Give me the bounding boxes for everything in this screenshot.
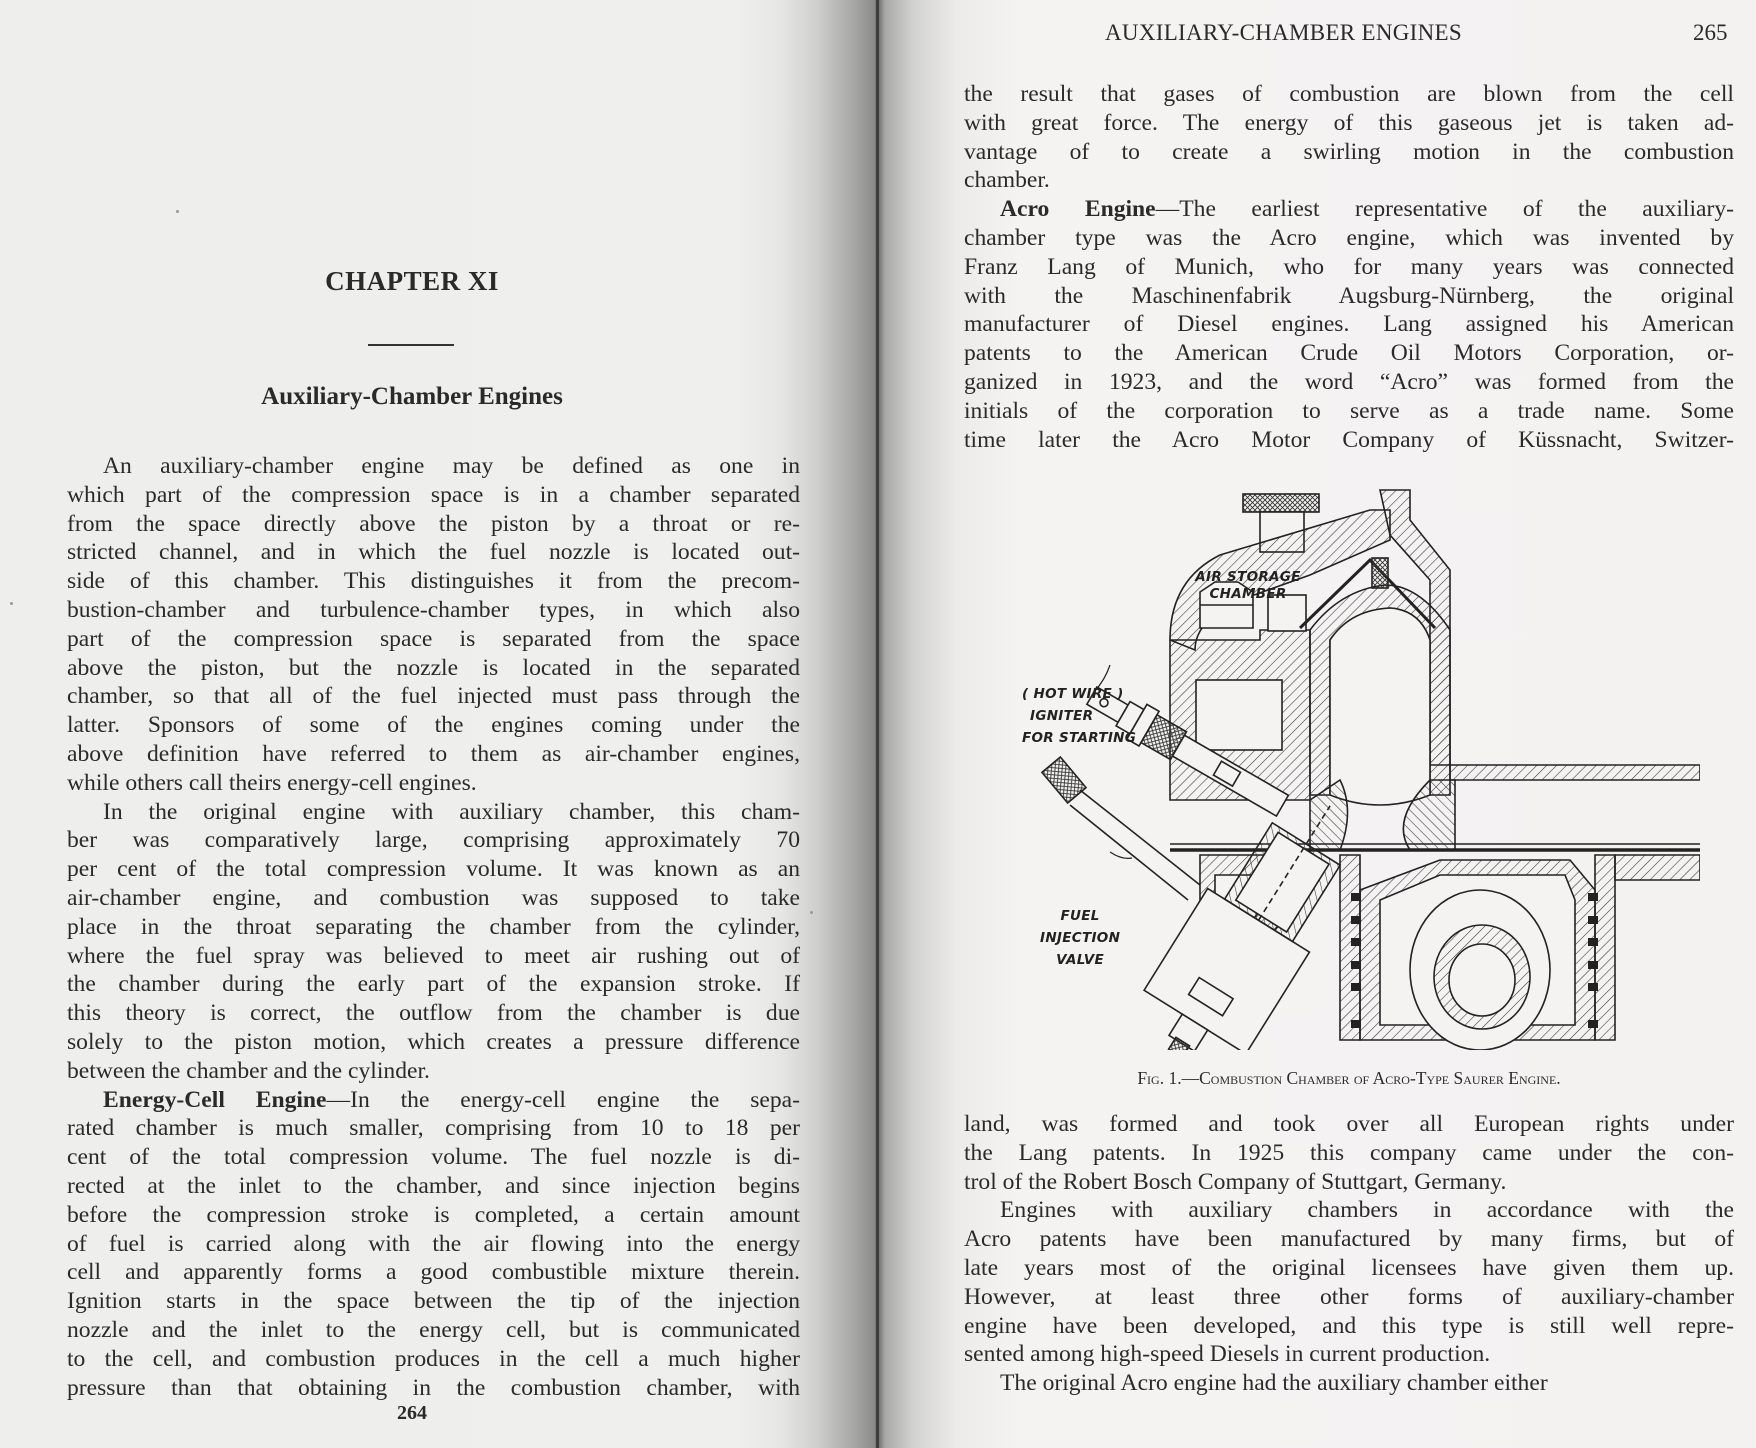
line-text: above the piston, but the nozzle is located in the separated [67, 654, 800, 681]
text-line [67, 1230, 800, 1259]
text-line [67, 1143, 800, 1172]
line-text: from the space directly above the piston by a throat or re- [67, 510, 800, 537]
line-text: nozzle and the inlet to the energy cell, but is communicated [67, 1316, 800, 1343]
text-line [964, 1283, 1734, 1312]
text-line [67, 1374, 800, 1403]
fuel-valve-label [1040, 905, 1120, 971]
caption-prefix: Fig. 1.— [1137, 1068, 1200, 1088]
text-line [67, 769, 800, 798]
line-text: the Lang patents. In 1925 this company came under the con- [964, 1139, 1734, 1166]
figure-caption [964, 1068, 1734, 1089]
line-text: latter. Sponsors of some of the engines coming under the [67, 712, 800, 739]
text-line [964, 282, 1734, 311]
line-text: air-chamber engine, and combustion was supposed to take [67, 884, 800, 911]
chapter-title: Auxiliary-Chamber Engines [261, 383, 563, 410]
text-line [964, 368, 1734, 397]
paper-speck [10, 602, 13, 605]
text-line [67, 452, 800, 481]
text-line [67, 1172, 800, 1201]
line-text: this theory is correct, the outflow from the chamber is due [67, 1000, 800, 1027]
igniter-label-line2: IGNITER [1030, 708, 1094, 724]
text-line [67, 1028, 800, 1057]
line-text: before the compression stroke is completed, a certain amount [67, 1201, 800, 1228]
book-spine [876, 0, 879, 1448]
line-text: engine have been developed, and this type is still well repre- [964, 1312, 1734, 1339]
text-line [67, 1316, 800, 1345]
text-line [67, 798, 800, 827]
text-line [67, 1287, 800, 1316]
line-text: stricted channel, and in which the fuel nozzle is located out- [67, 539, 800, 566]
line-text: with the Maschinenfabrik Augsburg-Nürnberg, the original [964, 282, 1734, 309]
text-line [964, 397, 1734, 426]
line-text: bustion-chamber and turbulence-chamber types, in which also [67, 596, 800, 623]
line-text: —In the energy-cell engine the sepa- [326, 1086, 801, 1113]
text-line [67, 510, 800, 539]
line-text: part of the compression space is separated from the space [67, 625, 800, 652]
text-line [964, 166, 1734, 195]
line-text: the chamber during the early part of the expansion stroke. If [67, 971, 800, 998]
igniter-label-line3: FOR STARTING [1022, 730, 1137, 746]
text-line [67, 970, 800, 999]
text-line [67, 1057, 800, 1086]
line-text: cell and apparently forms a good combustible mixture therein. [67, 1259, 800, 1286]
line-text: land, was formed and took over all European rights under [964, 1111, 1734, 1137]
right-body-text-bottom [964, 1110, 1734, 1398]
text-line [964, 138, 1734, 167]
line-text: ganized in 1923, and the word “Acro” was formed from the [964, 368, 1734, 395]
air-storage-label-line2: CHAMBER [1209, 586, 1287, 602]
line-text: manufacturer of Diesel engines. Lang assigned his American [964, 311, 1734, 338]
run-in-heading: Acro Engine [1000, 196, 1156, 223]
text-line [67, 1258, 800, 1287]
line-text: rected at the inlet to the chamber, and since injection begins [67, 1172, 800, 1199]
line-text: while others call theirs energy-cell engines. [67, 769, 477, 796]
line-text: late years most of the original licensees have given them up. [964, 1254, 1734, 1281]
line-text: Franz Lang of Munich, who for many years was connected [964, 253, 1734, 280]
line-text: pressure than that obtaining in the combustion chamber, with [67, 1374, 800, 1401]
text-line [964, 339, 1734, 368]
text-line [964, 1340, 1734, 1369]
text-line [964, 80, 1734, 109]
chapter-rule [368, 344, 454, 346]
line-text: In the original engine with auxiliary chamber, this cham- [103, 798, 800, 825]
line-text: Acro patents have been manufactured by many firms, but of [964, 1226, 1734, 1253]
line-text: Engines with auxiliary chambers in accordance with the [1000, 1197, 1734, 1224]
text-line [964, 1225, 1734, 1254]
right-body-text-top [964, 80, 1734, 454]
knurled-cap [1243, 494, 1319, 512]
text-line [67, 740, 800, 769]
line-text: solely to the piston motion, which creates a pressure difference [67, 1028, 800, 1055]
line-text: However, at least three other forms of auxiliary-chamber [964, 1283, 1734, 1310]
line-text: cent of the total compression volume. The fuel nozzle is di- [67, 1144, 800, 1171]
text-line [67, 711, 800, 740]
text-line [67, 567, 800, 596]
text-line [67, 913, 800, 942]
air-storage-chamber-label [1188, 569, 1308, 603]
text-line [964, 1196, 1734, 1225]
text-line [964, 195, 1734, 224]
text-line [964, 1312, 1734, 1341]
line-text: trol of the Robert Bosch Company of Stuttgart, Germany. [964, 1168, 1507, 1195]
line-text: side of this chamber. This distinguishes it from the precom- [67, 568, 800, 595]
line-text: —The earliest representative of the auxiliary- [1155, 196, 1735, 223]
text-line [67, 654, 800, 683]
page-number-right: 265 [1693, 20, 1728, 45]
fuel-valve-label-line1: FUEL [1060, 908, 1100, 924]
text-line [67, 625, 800, 654]
line-text: ber was comparatively large, comprising approximately 70 [67, 827, 800, 854]
line-text: rated chamber is much smaller, comprising from 10 to 18 per [67, 1115, 800, 1142]
line-text: The original Acro engine had the auxiliary chamber either [1000, 1370, 1548, 1397]
text-line [67, 999, 800, 1028]
caption-text: Combustion Chamber of Acro-Type Saurer Engine. [1199, 1068, 1561, 1088]
text-line [67, 1201, 800, 1230]
paper-speck [810, 911, 813, 914]
running-head: AUXILIARY-CHAMBER ENGINES [1105, 20, 1462, 45]
line-text: place in the throat separating the chamber from the cylinder, [67, 913, 800, 940]
line-text: Ignition starts in the space between the tip of the injection [67, 1288, 800, 1315]
igniter-label-line1: ( HOT WIRE ) [1022, 686, 1124, 702]
line-text: the result that gases of combustion are blown from the cell [964, 81, 1734, 107]
run-in-heading: Energy-Cell Engine [103, 1086, 327, 1113]
line-text: An auxiliary-chamber engine may be defined as one in [103, 453, 800, 479]
igniter-label [1022, 683, 1136, 749]
line-text: above definition have referred to them as air-chamber engines, [67, 740, 800, 767]
line-text: chamber type was the Acro engine, which was invented by [964, 224, 1734, 251]
line-text: between the chamber and the cylinder. [67, 1057, 430, 1084]
line-text: where the fuel spray was believed to meet air rushing out of [67, 942, 800, 969]
line-text: sented among high-speed Diesels in current production. [964, 1341, 1491, 1368]
fuel-valve-label-line3: VALVE [1056, 952, 1105, 968]
text-line [964, 109, 1734, 138]
line-text: patents to the American Crude Oil Motors Corporation, or- [964, 340, 1734, 367]
line-text: of fuel is carried along with the air flowing into the energy [67, 1230, 800, 1257]
text-line [964, 224, 1734, 253]
text-line [964, 1139, 1734, 1168]
fuel-valve-label-line2: INJECTION [1040, 930, 1121, 946]
text-line [67, 1345, 800, 1374]
page-number-left: 264 [397, 1402, 427, 1424]
text-line [964, 1168, 1734, 1197]
line-text: per cent of the total compression volume. It was known as an [67, 856, 800, 883]
line-text: initials of the corporation to serve as a trade name. Some [964, 397, 1734, 424]
line-text: which part of the compression space is in a chamber separated [67, 481, 800, 508]
line-text: with great force. The energy of this gaseous jet is taken ad- [964, 109, 1734, 136]
text-line [67, 682, 800, 711]
line-text: vantage of to create a swirling motion in the combustion [964, 138, 1734, 165]
line-text: time later the Acro Motor Company of Küssnacht, Switzer- [964, 426, 1734, 453]
text-line [67, 1086, 800, 1115]
text-line [964, 1254, 1734, 1283]
text-line [67, 826, 800, 855]
text-line [964, 1110, 1734, 1139]
text-line [67, 538, 800, 567]
paper-speck [176, 210, 179, 213]
text-line [67, 942, 800, 971]
line-text: to the cell, and combustion produces in the cell a much higher [67, 1345, 800, 1372]
text-line [67, 1114, 800, 1143]
text-line [964, 310, 1734, 339]
text-line [67, 855, 800, 884]
chapter-label: CHAPTER XI [325, 266, 499, 296]
text-line [964, 1369, 1734, 1398]
text-line [964, 426, 1734, 455]
air-storage-label-line1: AIR STORAGE [1195, 569, 1301, 585]
text-line [964, 253, 1734, 282]
text-line [67, 481, 800, 510]
engine-diagram-figure [1010, 480, 1700, 1050]
text-line [67, 596, 800, 625]
text-line [67, 884, 800, 913]
line-text: chamber, so that all of the fuel injected must pass through the [67, 683, 800, 710]
left-body-text [67, 452, 800, 1402]
line-text: chamber. [964, 167, 1050, 194]
